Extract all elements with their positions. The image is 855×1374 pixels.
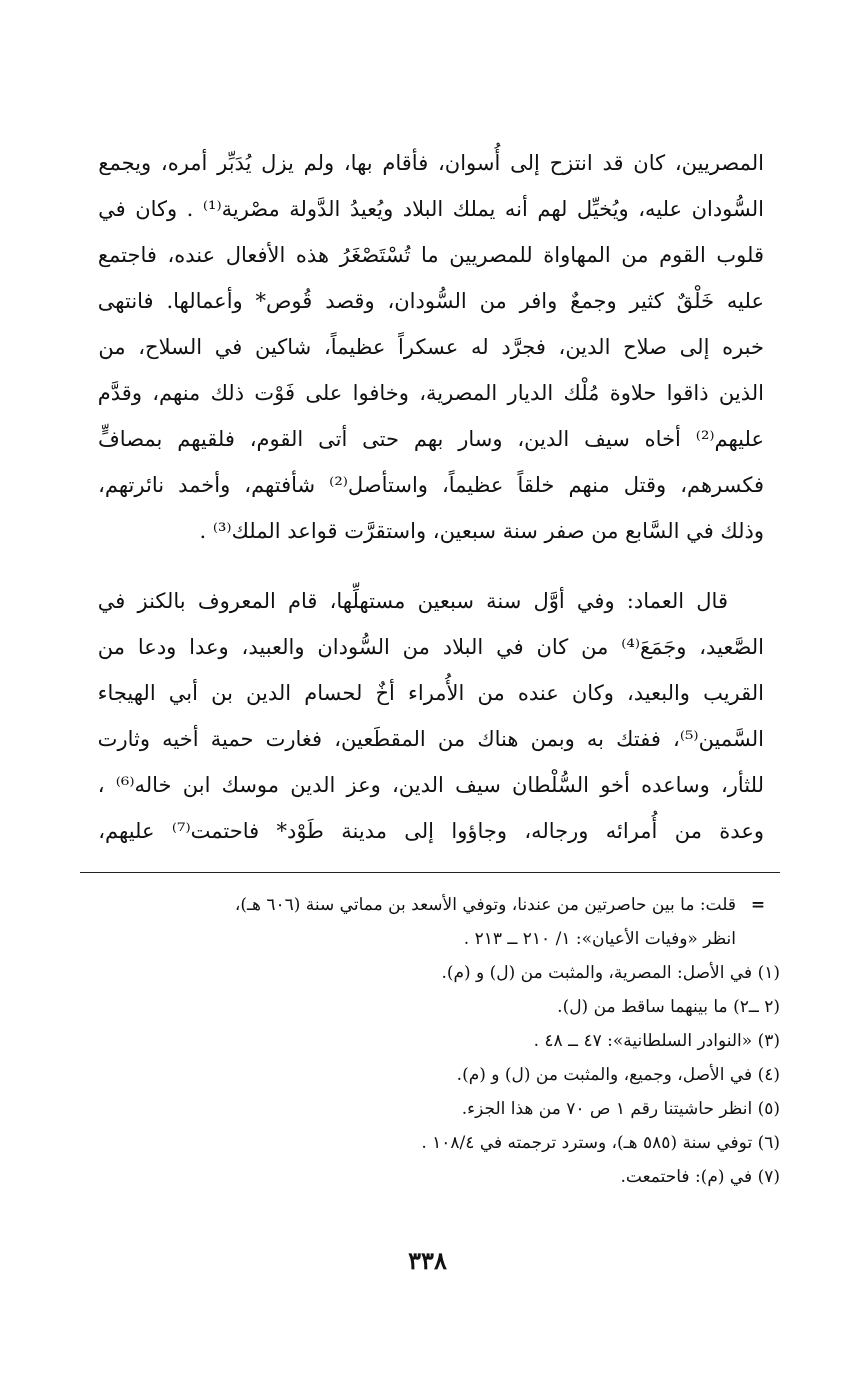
footnote-3: (٣) «النوادر السلطانية»: ٤٧ ــ ٤٨ . — [533, 1031, 780, 1051]
text-line — [98, 278, 764, 324]
text-line — [98, 140, 764, 186]
footnote-line: انظر «وفيات الأعيان»: ١/ ٢١٠ ــ ٢١٣ . — [463, 929, 736, 949]
text-line — [98, 370, 764, 416]
text-line — [98, 670, 764, 716]
line-text: خبره إلى صلاح الدين، فجرَّد له عسكراً عظيماً، شاكين في السلاح، من — [98, 335, 764, 359]
page-number: ٣٣٨ — [408, 1246, 447, 1275]
text-line — [98, 508, 764, 554]
line-text: وعدة من أُمرائه ورجاله، وجاؤوا إلى مدينة طَوْد* فاحتمت⁽⁷⁾ عليهم، — [98, 819, 764, 843]
text-line — [98, 232, 764, 278]
footnote-1: (١) في الأصل: المصرية، والمثبت من (ل) و (م). — [441, 963, 780, 983]
footnote-continuation — [60, 888, 780, 956]
line-text: المصريين، كان قد انتزح إلى أُسوان، فأقام بها، ولم يزل يُدَبِّر أمره، ويجمع — [98, 151, 764, 175]
footnote-4: (٤) في الأصل، وجميع، والمثبت من (ل) و (م). — [456, 1065, 780, 1085]
footnote-divider — [80, 872, 780, 873]
main-paragraph-2 — [98, 578, 764, 854]
line-text: عليهم⁽²⁾ أخاه سيف الدين، وسار بهم حتى أتى القوم، فلقيهم بمصافٍّ — [98, 427, 764, 451]
line-text: الصَّعيد، وجَمَعَ⁽⁴⁾ من كان في البلاد من السُّودان والعبيد، وعدا ودعا من — [97, 635, 764, 659]
text-line — [98, 624, 764, 670]
line-text: قال العماد: وفي أوَّل سنة سبعين مستهلِّها، قام المعروف بالكنز في — [97, 589, 728, 613]
text-line — [98, 762, 764, 808]
footnotes — [60, 888, 780, 1194]
line-text: للثأر، وساعده أخو السُّلْطان سيف الدين، وعز الدين موسك ابن خاله⁽⁶⁾ ، — [97, 773, 764, 797]
line-text: الذين ذاقوا حلاوة مُلْك الديار المصرية، وخافوا على فَوْت ذلك منهم، وقدَّم — [97, 381, 764, 405]
line-text: فكسرهم، وقتل منهم خلقاً عظيماً، واستأصل⁽²⁾ شأفتهم، وأخمد نائرتهم، — [98, 473, 764, 497]
line-text: وذلك في السَّابع من صفر سنة سبعين، واستقرَّت قواعد الملك⁽³⁾ . — [199, 519, 764, 543]
continuation-mark: = — [750, 895, 766, 915]
footnote-6: (٦) توفي سنة (٥٨٥ هـ)، وسترد ترجمته في ١٠٨/٤ . — [421, 1133, 780, 1153]
text-line — [98, 462, 764, 508]
text-line — [98, 324, 764, 370]
line-text: عليه خَلْقٌ كثير وجمعٌ وافر من السُّودان، وقصد قُوص* وأعمالها. فانتهى — [97, 289, 764, 313]
line-text: القريب والبعيد، وكان عنده من الأُمراء أخٌ لحسام الدين بن أبي الهيجاء — [97, 681, 764, 705]
footnote-5: (٥) انظر حاشيتنا رقم ١ ص ٧٠ من هذا الجزء. — [461, 1099, 780, 1119]
text-line — [98, 578, 764, 624]
main-paragraph-1 — [98, 140, 764, 554]
text-line — [98, 186, 764, 232]
footnote-7: (٧) في (م): فاحتمعت. — [620, 1167, 780, 1187]
text-line — [98, 716, 764, 762]
line-text: السُّودان عليه، ويُخيِّل لهم أنه يملك البلاد ويُعيدُ الدَّولة مصْرية⁽¹⁾ . وكان في — [98, 197, 764, 221]
footnote-line: قلت: ما بين حاصرتين من عندنا، وتوفي الأسعد بن مماتي سنة (٦٠٦ هـ)، — [234, 895, 736, 915]
text-line — [98, 416, 764, 462]
footnote-2: (٢ ــ٢) ما بينهما ساقط من (ل). — [557, 997, 780, 1017]
line-text: السَّمين⁽⁵⁾، ففتك به وبمن هناك من المقطَعين، فغارت حمية أخيه وثارت — [97, 727, 764, 751]
text-line — [98, 808, 764, 854]
line-text: قلوب القوم من المهاواة للمصريين ما تُسْتَصْغَرُ هذه الأفعال عنده، فاجتمع — [97, 243, 764, 267]
